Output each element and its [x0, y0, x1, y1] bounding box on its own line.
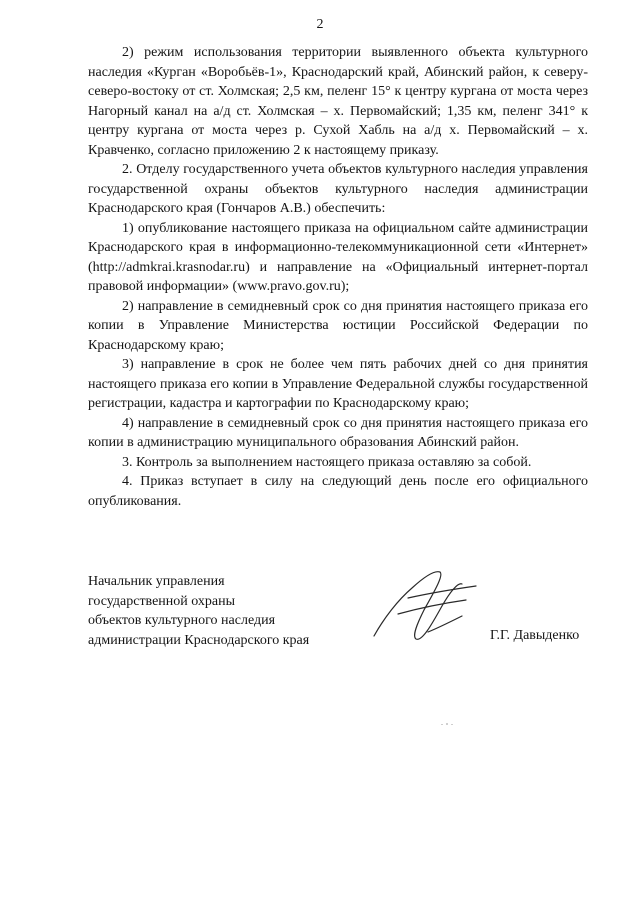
paragraph-effective-date: 4. Приказ вступает в силу на следующий день после его официального опубликования. — [88, 474, 588, 509]
paragraph-control: 3. Контроль за выполнением настоящего приказа оставляю за собой. — [122, 454, 532, 470]
paragraph-registry-department: 2. Отделу государственного учета объектов культурного наследия управления государственной охраны объектов культурного наследия администрации Краснодарского края (Гончаров А.В.) обеспечить: — [88, 162, 588, 216]
paragraph-rosreestr: 3) направление в срок не более чем пять рабочих дней со дня принятия настоящего приказа его копии в Управление Федеральной службы государственной регистрации, кадастра и картографии по Краснодарскому краю; — [88, 357, 588, 411]
paragraph-territory-regime: 2) режим использования территории выявленного объекта культурного наследия «Курган «Воробьёв-1», Краснодарский край, Абинский район, к северу-северо-востоку от ст. Холмская; 2,5 км, пеленг 15° к центру кургана от моста через Нагорный канал на а/д ст. Холмская – х. Первомайский; 1,35 км, пеленг 341° к центру кургана от моста через р. Сухой Хабль на а/д х. Первомайский – х. Кравченко, согласно приложению 2 к настоящему приказу. — [88, 45, 588, 158]
paragraph-publication: 1) опубликование настоящего приказа на официальном сайте администрации Краснодарского края в информационно-телекоммуникационной сети «Интернет» (http://admkrai.krasnodar.ru) и направление на «Официальный интернет-портал правовой информации» (www.pravo.gov.ru); — [88, 220, 588, 294]
position-line: администрации Краснодарского края — [88, 632, 310, 648]
paragraph-municipality: 4) направление в семидневный срок со дня принятия настоящего приказа его копии в администрацию муниципального образования Абинский район. — [88, 415, 588, 450]
page-number: 2 — [316, 17, 324, 32]
paragraph-justice-ministry: 2) направление в семидневный срок со дня принятия настоящего приказа его копии в Управление Министерства юстиции Российской Федерации по Краснодарскому краю; — [88, 298, 588, 353]
handwritten-signature-icon — [368, 562, 480, 652]
document-body — [88, 43, 588, 511]
position-line: государственной охраны — [88, 593, 236, 609]
signatory-name: Г.Г. Давыденко — [490, 628, 580, 643]
signatory-position — [88, 572, 309, 650]
position-line: объектов культурного наследия — [88, 613, 276, 628]
position-line: Начальник управления — [88, 574, 225, 589]
scan-speck — [440, 722, 454, 727]
